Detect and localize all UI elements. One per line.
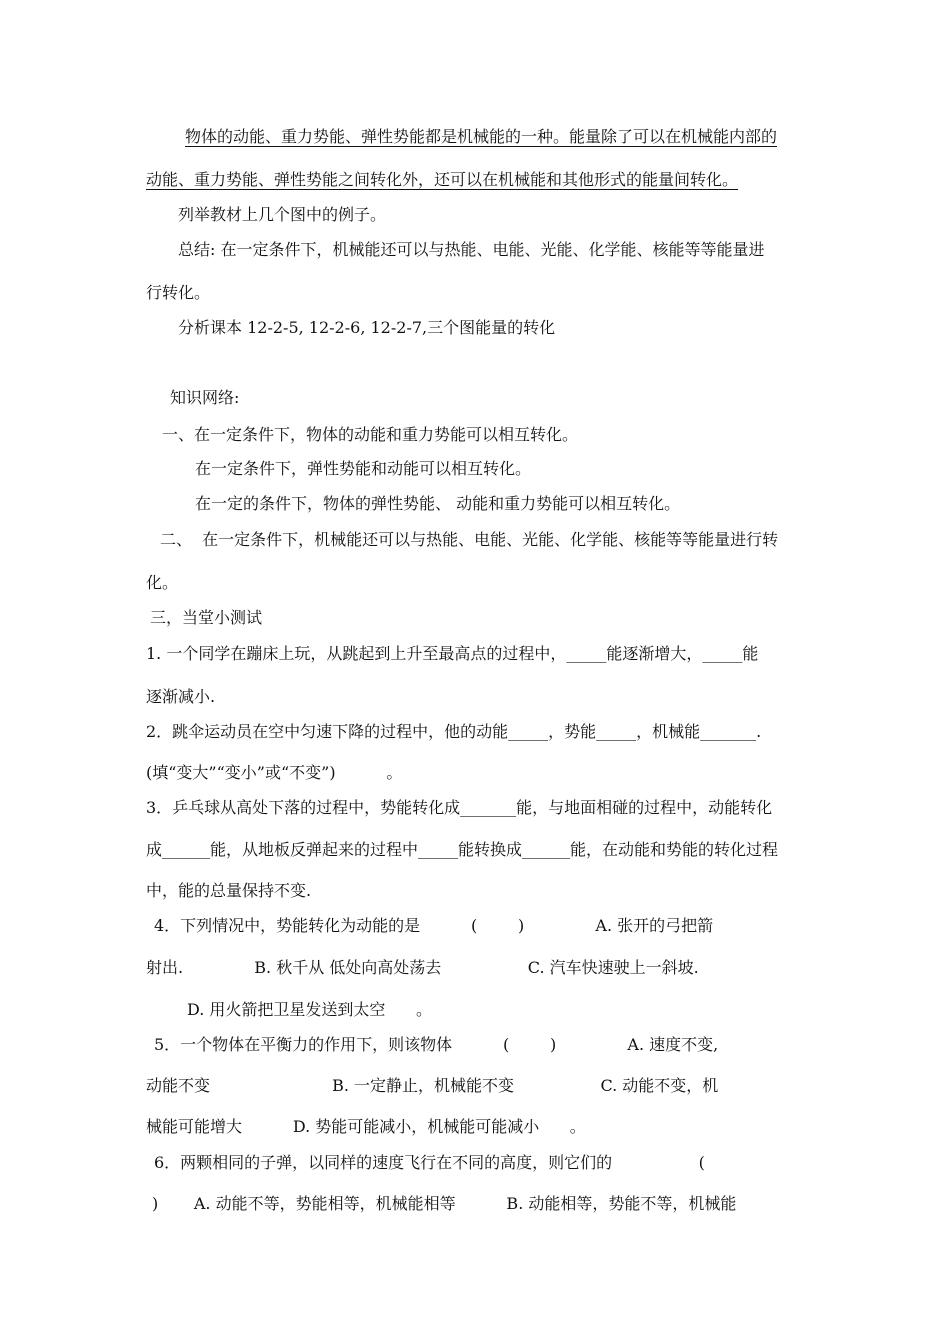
question-3-line-2: 成______能，从地板反弹起来的过程中_____能转换成______能，在动能和势能的转化过程: [146, 840, 779, 859]
question-5-line-3: 械能可能增大 D. 势能可能减小，机械能可能减小 。: [146, 1117, 586, 1136]
text-line-11: 二、 在一定条件下，机械能还可以与热能、电能、光能、化学能、核能等等能量进行转: [160, 530, 779, 549]
section-title-quiz: 三，当堂小测试: [150, 608, 263, 627]
question-5-line-2: 动能不变 B. 一定静止，机械能不变 C. 动能不变，机: [146, 1076, 719, 1095]
text-line-6: 分析课本 12-2-5, 12-2-6, 12-2-7,三个图能量的转化: [178, 318, 556, 337]
text-line-4: 总结: 在一定条件下，机械能还可以与热能、电能、光能、化学能、核能等等能量进: [178, 240, 765, 259]
question-3-line-3: 中，能的总量保持不变.: [146, 881, 312, 900]
question-3-line-1: 3．乒乓球从高处下落的过程中，势能转化成_______能，与地面相碰的过程中，动能转化: [146, 798, 773, 817]
question-2-line-2: (填“变大”“变小”或“不变”) 。: [146, 763, 403, 782]
section-title-network: 知识网络:: [170, 388, 240, 407]
question-1-line-2: 逐渐减小.: [146, 687, 216, 706]
text-line-8: 一、在一定条件下，物体的动能和重力势能可以相互转化。: [162, 425, 579, 444]
question-4-line-1: 4．下列情况中，势能转化为动能的是 ( ) A. 张开的弓把箭: [154, 916, 714, 935]
text-line-10: 在一定的条件下，物体的弹性势能、 动能和重力势能可以相互转化。: [195, 494, 681, 513]
text-line-9: 在一定条件下，弹性势能和动能可以相互转化。: [195, 459, 532, 478]
question-2-line-1: 2．跳伞运动员在空中匀速下降的过程中，他的动能_____，势能_____，机械能_______.: [146, 722, 762, 741]
text-line-2: 动能、重力势能、弹性势能之间转化外，还可以在机械能和其他形式的能量间转化。: [146, 170, 739, 189]
question-4-line-3: D. 用火箭把卫星发送到太空 。: [187, 1000, 432, 1019]
question-6-line-2: ) A. 动能不等，势能相等，机械能相等 B. 动能相等，势能不等，机械能: [152, 1194, 737, 1213]
text-line-5: 行转化。: [146, 283, 211, 302]
question-1-line-1: 1. 一个同学在蹦床上玩，从跳起到上升至最高点的过程中，_____能逐渐增大，_____能: [146, 644, 759, 663]
question-6-line-1: 6．两颗相同的子弹，以同样的速度飞行在不同的高度，则它们的 (: [154, 1153, 705, 1172]
text-line-1: 物体的动能、重力势能、弹性势能都是机械能的一种。能量除了可以在机械能内部的: [185, 127, 778, 146]
question-4-line-2: 射出. B. 秋千从 低处向高处荡去 C. 汽车快速驶上一斜坡.: [146, 958, 699, 977]
text-line-12: 化。: [146, 573, 179, 592]
text-line-3: 列举教材上几个图中的例子。: [178, 205, 387, 224]
question-5-line-1: 5．一个物体在平衡力的作用下，则该物体 ( ) A. 速度不变,: [154, 1035, 719, 1054]
